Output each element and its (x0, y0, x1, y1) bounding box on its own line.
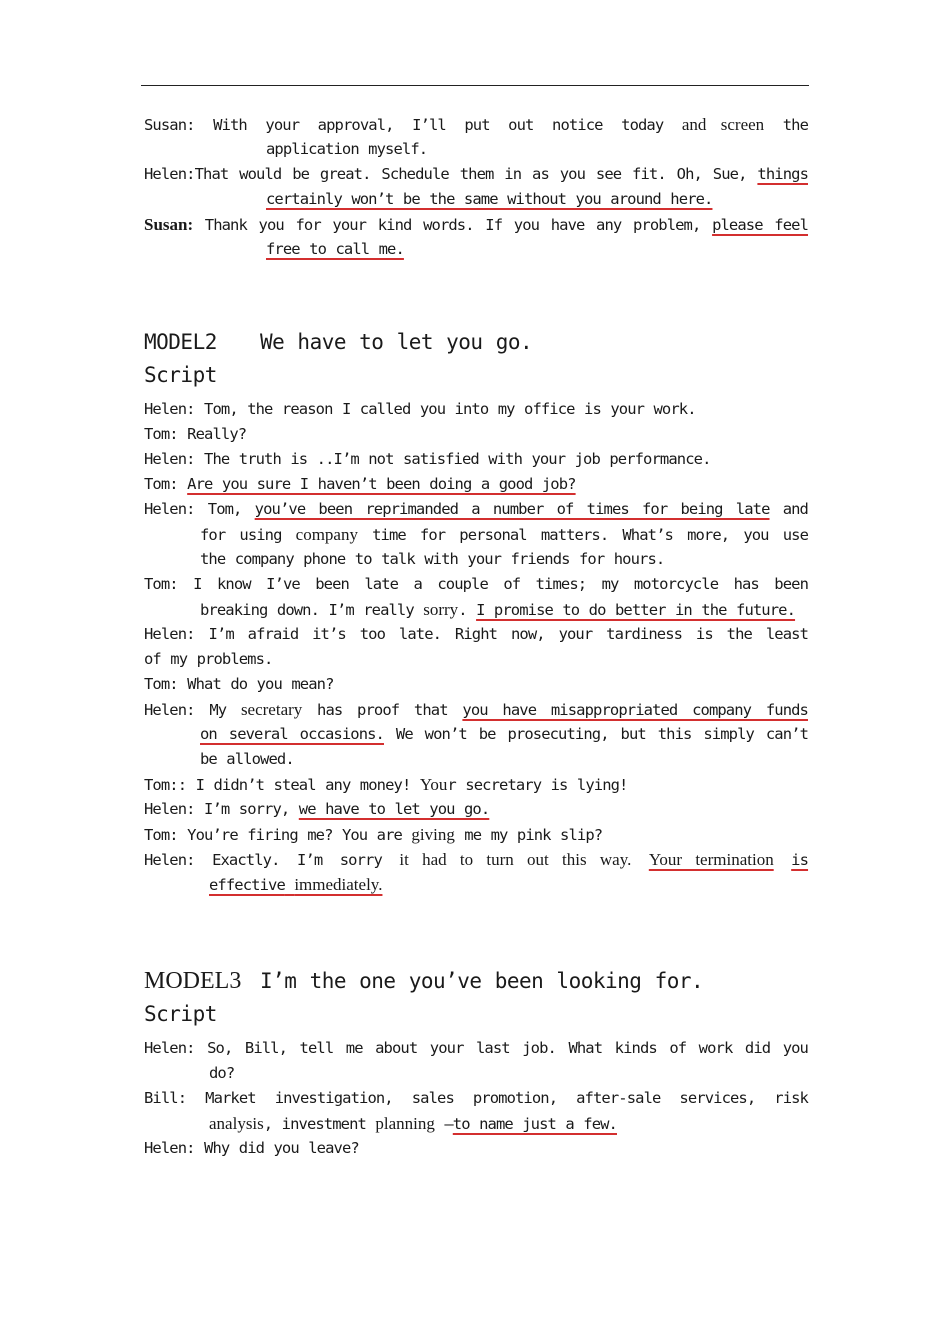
speaker: Susan: (144, 215, 194, 234)
dialogue-continuation: of my problems. (144, 650, 273, 668)
underlined-phrase: Your termination (648, 850, 774, 869)
dialogue-continuation: application myself. (266, 140, 428, 158)
underlined-phrase: you’ve been reprimanded a number of times for being late (254, 500, 770, 518)
section-heading-model3: MODEL3 I’m the one you’ve been looking for. (144, 968, 704, 994)
speaker: Helen: (144, 165, 195, 183)
speaker: Helen: (144, 851, 195, 869)
speaker: Helen: (144, 625, 195, 643)
underlined-phrase: I promise to do better in the future. (476, 601, 796, 619)
speaker: Helen: (144, 400, 195, 418)
dialogue-line: Helen:That would be great. Schedule them in as you see fit. Oh, Sue, things (144, 165, 808, 183)
underlined-phrase: effective (209, 876, 285, 894)
speaker: Helen: (144, 450, 195, 468)
underlined-phrase: is (791, 851, 809, 869)
speaker: Susan: (144, 116, 195, 134)
script-label: Script (144, 363, 217, 387)
dialogue-line: Helen: So, Bill, tell me about your last job. What kinds of work did you (144, 1039, 808, 1057)
dialogue-line: Tom: What do you mean? (144, 675, 334, 693)
underlined-phrase: free to call me. (266, 240, 404, 258)
speaker: Helen: (144, 500, 195, 518)
underlined-phrase: to name just a few. (452, 1115, 617, 1133)
underlined-phrase: you have misappropriated company funds (462, 701, 808, 719)
dialogue-line: Helen: I’m sorry, we have to let you go. (144, 800, 490, 818)
dialogue-line: Helen: My secretary has proof that you have misappropriated company funds (144, 700, 808, 719)
speaker: Helen: (144, 1039, 195, 1057)
dialogue-line: Susan: Thank you for your kind words. If you have any problem, please feel (144, 215, 809, 234)
dialogue-continuation: be allowed. (200, 750, 294, 768)
dialogue-line: Helen: The truth is ..I’m not satisfied with your job performance. (144, 450, 711, 468)
speaker: Helen: (144, 800, 195, 818)
speaker: Tom: (144, 776, 178, 794)
dialogue-line: Tom: You’re firing me? You are giving me my pink slip? (144, 825, 603, 844)
dialogue-line: Helen: Tom, you’ve been reprimanded a number of times for being late and (144, 500, 808, 518)
underlined-phrase: certainly won’t be the same without you around here. (266, 190, 713, 208)
dialogue-line: Helen: Why did you leave? (144, 1139, 359, 1157)
speaker: Tom: (144, 575, 178, 593)
dialogue-line (144, 472, 808, 497)
speaker: Helen: (144, 1139, 195, 1157)
document-body (144, 112, 808, 1161)
dialogue-line: Helen: Tom, the reason I called you into my office is your work. (144, 400, 696, 418)
header-rule (141, 85, 809, 86)
speaker: Tom: (144, 675, 178, 693)
dialogue-line: Bill: Market investigation, sales promotion, after-sale services, risk (144, 1089, 808, 1107)
dialogue-continuation (144, 237, 808, 262)
section-heading-model2: MODEL2 We have to let you go. (144, 330, 533, 354)
dialogue-continuation: for using company time for personal matters. What’s more, you use (200, 525, 808, 544)
speaker: Bill: (144, 1089, 187, 1107)
speaker: Tom: (144, 425, 178, 443)
dialogue-continuation: the company phone to talk with your friends for hours. (200, 550, 665, 568)
dialogue-continuation: do? (209, 1064, 235, 1082)
speaker: Tom: (144, 826, 178, 844)
underlined-phrase: immediately. (294, 875, 383, 894)
dialogue-continuation (144, 187, 808, 212)
dialogue-continuation: on several occasions. We won’t be prosecuting, but this simply can’t (200, 725, 808, 743)
underlined-phrase: please feel (712, 216, 809, 234)
speaker: Helen: (144, 701, 195, 719)
dialogue-line: Helen: Exactly. I’m sorry it had to turn out this way. Your termination is (144, 850, 809, 869)
underlined-phrase: we have to let you go. (298, 800, 490, 818)
dialogue-line: Susan: With your approval, I’ll put out notice today and screen the (144, 115, 809, 134)
dialogue-line: Tom: I know I’ve been late a couple of times; my motorcycle has been (144, 575, 808, 593)
underlined-phrase: things (757, 165, 808, 183)
dialogue-continuation: analysis, investment planning —to name just a few. (209, 1114, 617, 1133)
dialogue-continuation: breaking down. I’m really sorry. I promise to do better in the future. (200, 600, 796, 619)
speaker: Tom: (144, 475, 178, 493)
underlined-phrase: on several occasions. (200, 725, 384, 743)
dialogue-line: Tom:: I didn’t steal any money! Your secretary is lying! (144, 775, 628, 794)
script-label: Script (144, 1002, 217, 1026)
dialogue-continuation (144, 872, 808, 897)
underlined-phrase: Are you sure I haven’t been doing a good job? (187, 475, 576, 493)
dialogue-line: Helen: I’m afraid it’s too late. Right now, your tardiness is the least (144, 625, 809, 643)
dialogue-line: Tom: Really? (144, 425, 247, 443)
